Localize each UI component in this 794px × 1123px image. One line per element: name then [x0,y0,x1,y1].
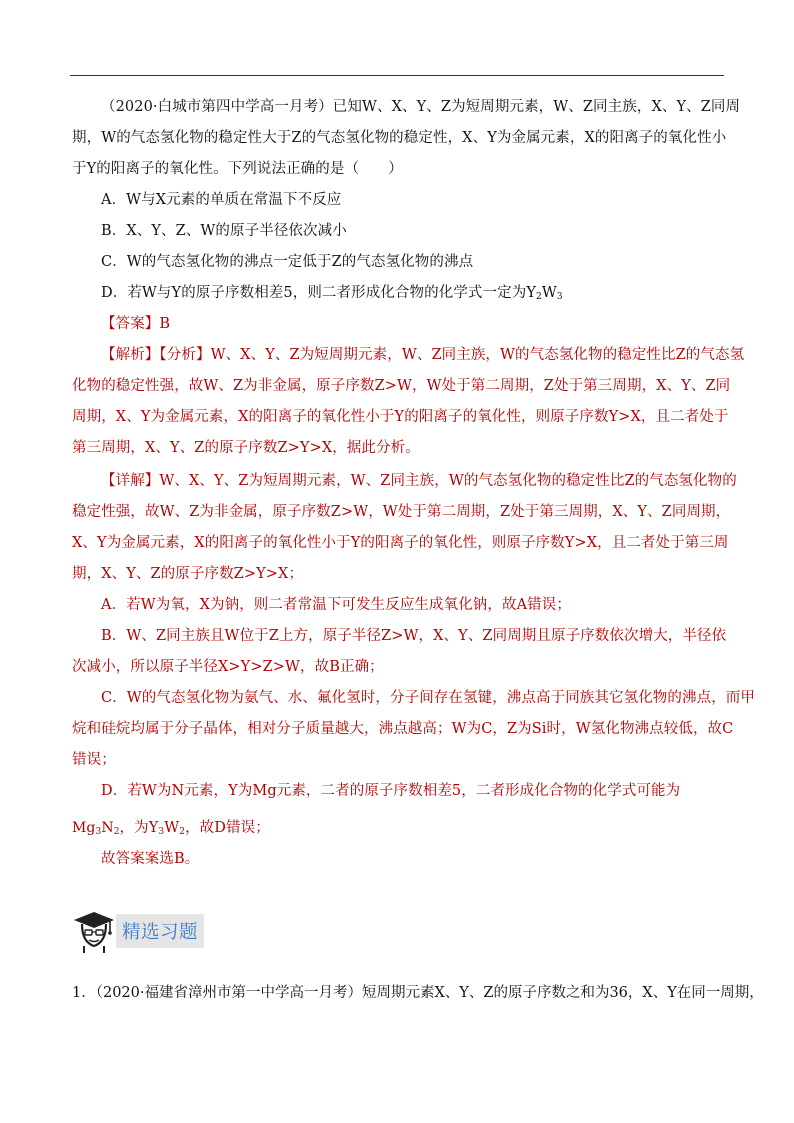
formula-mg3n2: $Mg_3N_2$ [72,820,120,837]
option-a: A．W与X元素的单质在常温下不反应 [101,192,342,208]
analysis-line-1: 【解析】【分析】W、X、Y、Z为短周期元素，W、Z同主族，W的气态氢化物的稳定性比Z的气态氢 [101,347,745,363]
exercise-question-1: 1．（2020·福建省漳州市第一中学高一月考）短周期元素X、Y、Z的原子序数之和为36，X、Y在同一周期， [72,985,764,1001]
analysis-sub-label: 【分析】 [159,347,211,363]
analysis-line-4: 第三周期，X、Y、Z的原子序数Z>Y>X，据此分析。 [72,440,420,456]
scholar-cap-icon [72,908,116,954]
option-c: C．W的气态氢化物的沸点一定低于Z的气态氢化物的沸点 [101,254,474,270]
answer-line [72,315,724,334]
final-answer-line: 故答案案选B。 [101,851,200,867]
question-line-2: 期，W的气态氢化物的稳定性大于Z的气态氢化物的稳定性，X、Y为金属元素，X的阳离子的氧化性小 [72,130,727,146]
detail-d-2: $Mg_3N_2$，为$Y_3W_2$，故D错误； [72,820,270,837]
detail-label: 【详解】 [101,473,160,489]
detail-c-3: 错误； [72,752,116,768]
answer-value: B [159,316,171,332]
detail-a: A．若W为氧，X为钠，则二者常温下可发生反应生成氧化钠，故A错误； [101,597,571,613]
detail-c-1: C．W的气态氢化物为氨气、水、氟化氢时，分子间存在氢键，沸点高于同族其它氢化物的沸点，而甲 [101,690,755,706]
answer-label: 【答案】 [101,316,160,332]
question-line-3: 于Y的阳离子的氧化性。下列说法正确的是（ ） [72,161,403,177]
practice-section-header [72,908,204,954]
detail-b-1: B．W、Z同主族且W位于Z上方，原子半径Z>W，X、Y、Z同周期且原子序数依次增大，半径依 [101,628,727,644]
analysis-line-2: 化物的稳定性强，故W、Z为非金属，原子序数Z>W，W处于第二周期，Z处于第三周期，X、Y、Z同 [72,378,731,394]
detail-line-3: X、Y为金属元素，X的阳离子的氧化性小于Y的阳离子的氧化性，则原子序数Y>X，且二者处于第三周 [72,535,729,551]
detail-d-1: D．若W为N元素，Y为Mg元素，二者的原子序数相差5，二者形成化合物的化学式可能为 [101,783,681,799]
detail-line-4: 期，X、Y、Z的原子序数Z>Y>X； [72,566,304,582]
analysis-label: 【解析】 [101,347,160,363]
option-b: B．X、Y、Z、W的原子半径依次减小 [101,223,347,239]
option-d: D．若W与Y的原子序数相差5，则二者形成化合物的化学式一定为$Y_2W_3$ [101,285,563,302]
detail-c-2: 烷和硅烷均属于分子晶体，相对分子质量越大，沸点越高；W为C，Z为Si时，W氢化物沸点较低，故C [72,721,734,737]
analysis-line-3: 周期，X、Y为金属元素，X的阳离子的氧化性小于Y的阳离子的氧化性，则原子序数Y>X，且二者处于 [72,409,729,425]
header-rule [70,75,724,76]
detail-line-1: 【详解】W、X、Y、Z为短周期元素，W、Z同主族，W的气态氢化物的稳定性比Z的气态氢化物的 [101,473,737,489]
question-line-1: （2020·白城市第四中学高一月考）已知W、X、Y、Z为短周期元素，W、Z同主族，X、Y、Z同周 [101,99,741,115]
main-content [72,98,755,869]
section-title: 精选习题 [116,914,204,948]
detail-b-2: 次减小，所以原子半径X>Y>Z>W，故B正确； [72,659,384,675]
detail-line-2: 稳定性强，故W、Z为非金属，原子序数Z>W，W处于第二周期，Z处于第三周期，X、Y、Z同周期， [72,504,731,520]
